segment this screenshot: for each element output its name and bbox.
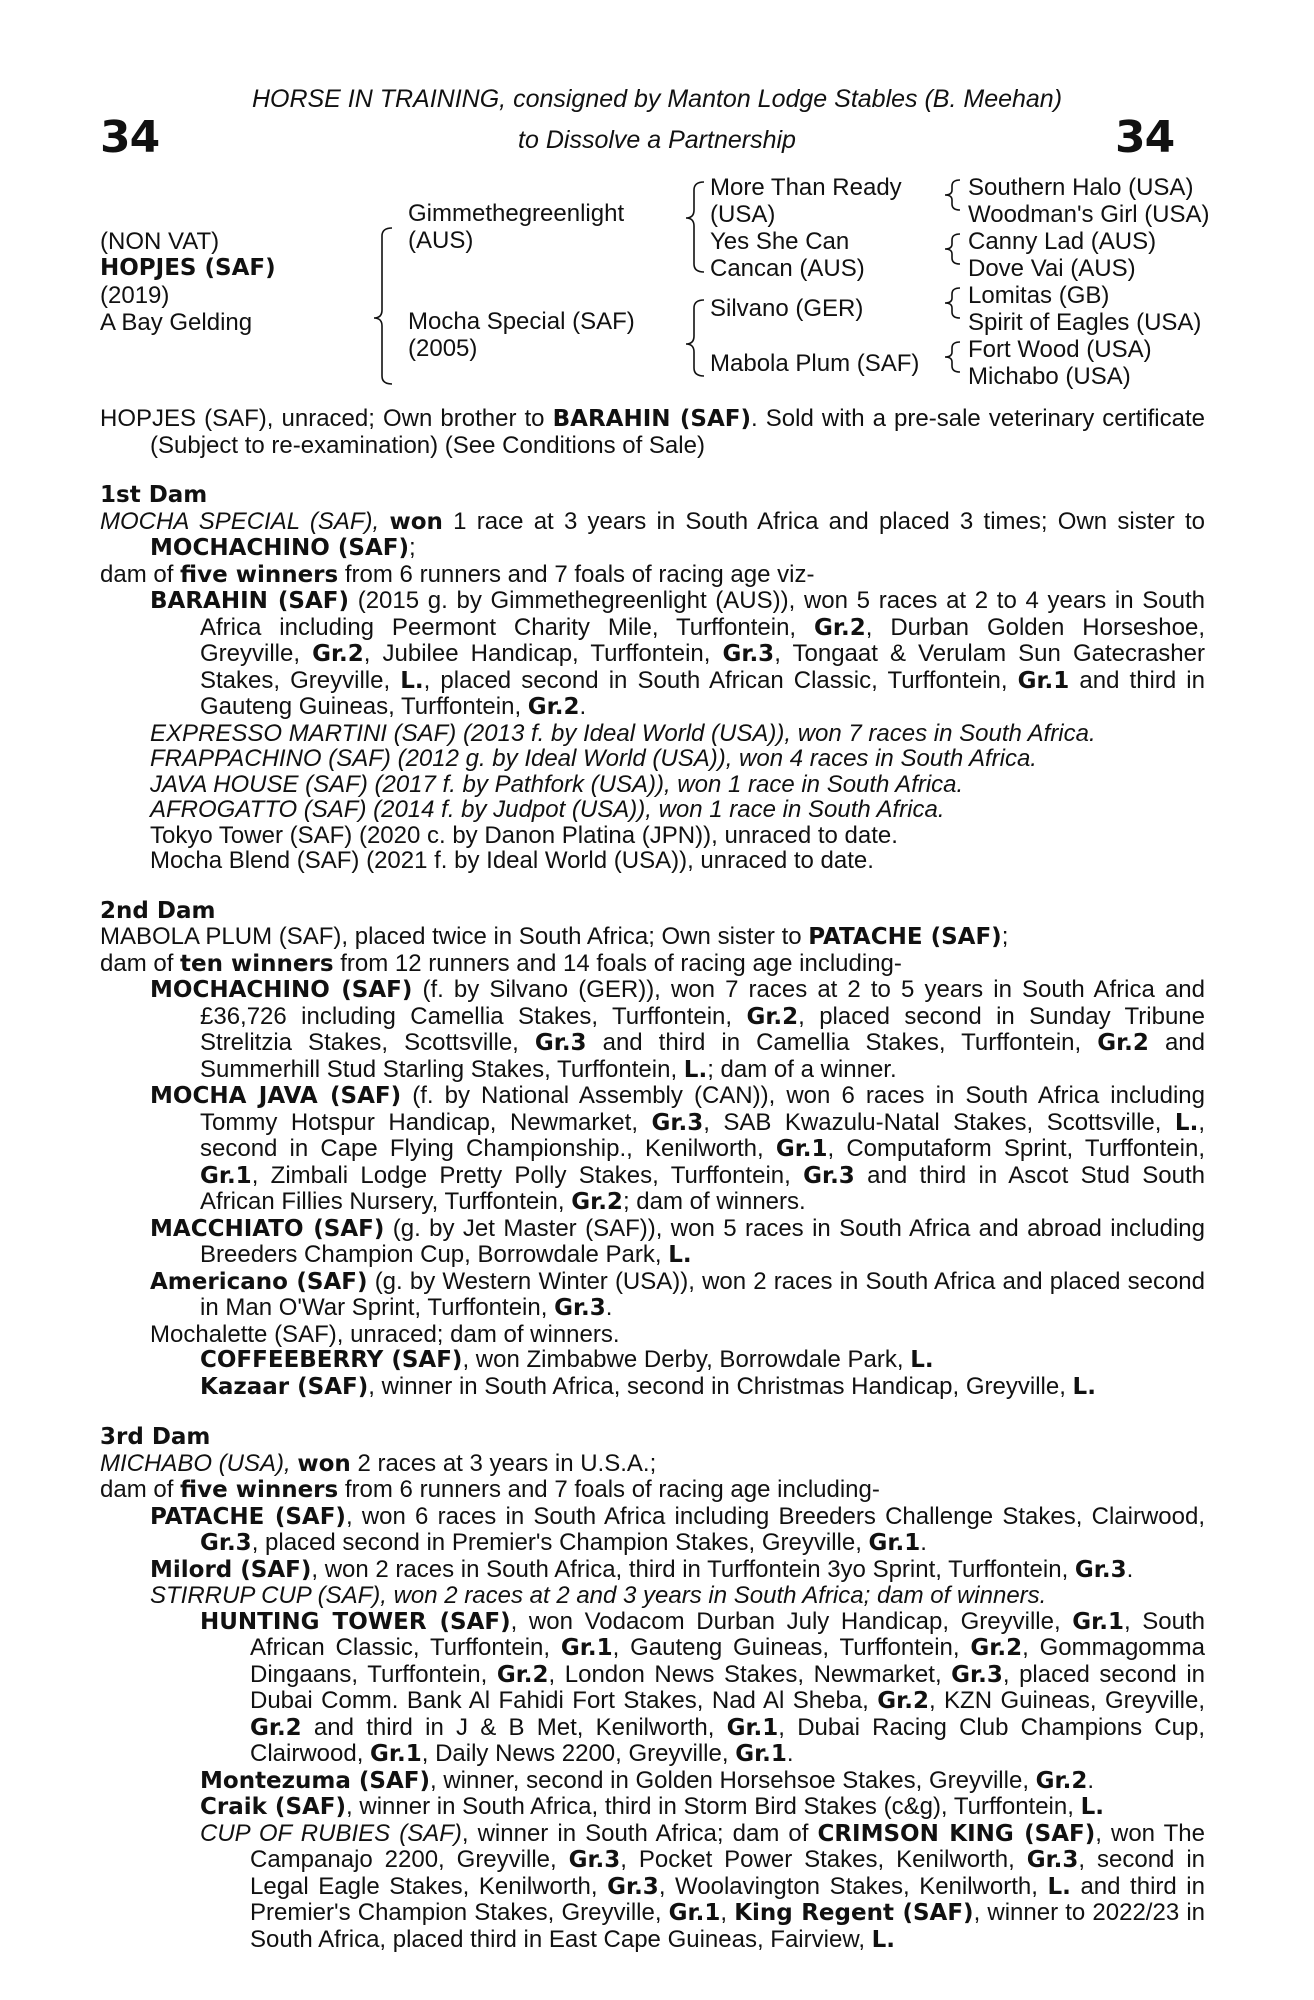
horse-vat: (NON VAT) xyxy=(100,228,220,255)
pedigree-brackets xyxy=(0,0,1314,400)
list-item: COFFEEBERRY (SAF), won Zimbabwe Derby, Borrowdale Park, L. xyxy=(200,1346,934,1373)
ggp-5: Lomitas (GB) xyxy=(968,282,1110,309)
list-item: CUP OF RUBIES (SAF), winner in South Africa; dam of CRIMSON KING (SAF), won The Campanajo 2200, Greyville, Gr.3, Pocket Power Stakes, Kenilworth, Gr.3, second in Legal Eagle Stakes, Kenilworth, Gr.3, Woolavington Stakes, Kenilworth, L. and third in Premier's Champion Stakes, Greyville, Gr.1, King Regent (SAF), winner to 2022/23 in South Africa, placed third in East Cape Guineas, Fairview, L. xyxy=(200,1819,1206,1953)
sire-sire-country: (USA) xyxy=(710,201,776,228)
list-item: Tokyo Tower (SAF) (2020 c. by Danon Platina (JPN)), unraced to date. xyxy=(150,821,898,849)
horse-description: A Bay Gelding xyxy=(100,309,253,336)
first-dam-summary: dam of five winners from 6 runners and 7 foals of racing age viz- xyxy=(100,560,815,588)
intro-paragraph: HOPJES (SAF), unraced; Own brother to BARAHIN (SAF). Sold with a pre-sale veterinary certificate (Subject to re-examination) (See Conditions of Sale) xyxy=(100,405,1205,459)
ggp-1: Southern Halo (USA) xyxy=(968,174,1194,201)
sire-sire-name: More Than Ready xyxy=(710,174,902,201)
horse-name: HOPJES (SAF) xyxy=(100,255,276,281)
first-dam-section xyxy=(100,483,1205,874)
dam-name: Mocha Special (SAF) xyxy=(408,308,635,335)
sire-name: Gimmethegreenlight xyxy=(408,200,625,227)
list-item: MOCHA JAVA (SAF) (f. by National Assembly (CAN)), won 6 races in South Africa including Tommy Hotspur Handicap, Newmarket, Gr.3, SAB Kwazulu-Natal Stakes, Scottsville, L., second in Cape Flying Championship., Kenilworth, Gr.1, Computaform Sprint, Turffontein, Gr.1, Zimbali Lodge Pretty Polly Stakes, Turffontein, Gr.3 and third in Ascot Stud South African Fillies Nursery, Turffontein, Gr.2; dam of winners. xyxy=(150,1082,1206,1215)
ggp-8: Michabo (USA) xyxy=(968,363,1131,390)
lot-number-left: 34 xyxy=(100,112,160,163)
first-dam-line: MOCHA SPECIAL (SAF), won 1 race at 3 years in South Africa and placed 3 times; Own sister to MOCHACHINO (SAF); xyxy=(100,507,1205,561)
ggp-6: Spirit of Eagles (USA) xyxy=(968,309,1202,336)
ggp-3: Canny Lad (AUS) xyxy=(968,228,1157,255)
list-item: Kazaar (SAF), winner in South Africa, second in Christmas Handicap, Greyville, L. xyxy=(200,1372,1096,1400)
lot-number-right: 34 xyxy=(1115,112,1175,163)
ggp-2: Woodman's Girl (USA) xyxy=(968,201,1210,228)
sale-reason-line: to Dissolve a Partnership xyxy=(518,126,796,154)
list-item: Milord (SAF), won 2 races in South Africa, third in Turffontein 3yo Sprint, Turffontein, Gr.3. xyxy=(150,1555,1134,1583)
intro-brother-name: BARAHIN (SAF) xyxy=(552,406,752,432)
list-item: AFROGATTO (SAF) (2014 f. by Judpot (USA)), won 1 race in South Africa. xyxy=(150,796,945,823)
list-item: MACCHIATO (SAF) (g. by Jet Master (SAF)), won 5 races in South Africa and abroad including Breeders Champion Cup, Borrowdale Park, L. xyxy=(150,1214,1205,1268)
second-dam-summary: dam of ten winners from 12 runners and 14 foals of racing age including- xyxy=(100,949,902,977)
list-item: Craik (SAF), winner in South Africa, third in Storm Bird Stakes (c&g), Turffontein, L. xyxy=(200,1793,1104,1820)
dam-dam: Mabola Plum (SAF) xyxy=(710,350,920,377)
third-dam-summary: dam of five winners from 6 runners and 7 foals of racing age including- xyxy=(100,1476,880,1503)
list-item: BARAHIN (SAF) (2015 g. by Gimmethegreenlight (AUS)), won 5 races at 2 to 4 years in South Africa including Peermont Charity Mile, Turffontein, Gr.2, Durban Golden Horseshoe, Greyville, Gr.2, Jubilee Handicap, Turffontein, Gr.3, Tongaat & Verulam Sun Gatecrasher Stakes, Greyville, L., placed second in South African Classic, Turffontein, Gr.1 and third in Gauteng Guineas, Turffontein, Gr.2. xyxy=(150,587,1206,720)
list-item: STIRRUP CUP (SAF), won 2 races at 2 and 3 years in South Africa; dam of winners. xyxy=(150,1582,1047,1609)
sire-dam-dam: Cancan (AUS) xyxy=(710,255,865,282)
dam-year: (2005) xyxy=(408,335,478,362)
second-dam-section xyxy=(100,899,1205,1401)
list-item: EXPRESSO MARTINI (SAF) (2013 f. by Ideal World (USA)), won 7 races in South Africa. xyxy=(150,719,1096,747)
ggp-4: Dove Vai (AUS) xyxy=(968,255,1136,282)
list-item: Mocha Blend (SAF) (2021 f. by Ideal World (USA)), unraced to date. xyxy=(150,847,874,874)
third-dam-line: MICHABO (USA), won 2 races at 3 years in U.S.A.; xyxy=(100,1449,657,1477)
list-item: PATACHE (SAF), won 6 races in South Africa including Breeders Challenge Stakes, Clairwood, Gr.3, placed second in Premier's Champion Stakes, Greyville, Gr.1. xyxy=(150,1502,1205,1556)
list-item: MOCHACHINO (SAF) (f. by Silvano (GER)), won 7 races at 2 to 5 years in South Africa and £36,726 including Camellia Stakes, Turffontein, Gr.2, placed second in Sunday Tribune Strelitzia Stakes, Scottsville, Gr.3 and third in Camellia Stakes, Turffontein, Gr.2 and Summerhill Stud Starling Stakes, Turffontein, L.; dam of a winner. xyxy=(150,976,1206,1083)
catalogue-body xyxy=(100,406,1205,1953)
list-item: Mochalette (SAF), unraced; dam of winners. xyxy=(150,1320,620,1348)
consignor-line: HORSE IN TRAINING, consigned by Manton Lodge Stables (B. Meehan) xyxy=(251,85,1063,113)
first-dam-heading: 1st Dam xyxy=(100,482,208,508)
list-item: Americano (SAF) (g. by Western Winter (USA)), won 2 races in South Africa and placed second in Man O'War Sprint, Turffontein, Gr.3. xyxy=(150,1267,1206,1321)
third-dam-section xyxy=(100,1425,1205,1953)
list-item: FRAPPACHINO (SAF) (2012 g. by Ideal World (USA)), won 4 races in South Africa. xyxy=(150,745,1037,772)
sire-dam-name: Yes She Can xyxy=(710,228,850,255)
sire-country: (AUS) xyxy=(408,227,474,254)
dam-sire: Silvano (GER) xyxy=(710,295,864,322)
ggp-7: Fort Wood (USA) xyxy=(968,336,1152,363)
horse-year: (2019) xyxy=(100,282,170,309)
list-item: JAVA HOUSE (SAF) (2017 f. by Pathfork (USA)), won 1 race in South Africa. xyxy=(150,770,964,798)
third-dam-heading: 3rd Dam xyxy=(100,1424,211,1450)
second-dam-line: MABOLA PLUM (SAF), placed twice in South Africa; Own sister to PATACHE (SAF); xyxy=(100,923,1009,950)
second-dam-heading: 2nd Dam xyxy=(100,897,216,924)
list-item: HUNTING TOWER (SAF), won Vodacom Durban July Handicap, Greyville, Gr.1, South African Classic, Turffontein, Gr.1, Gauteng Guineas, Turffontein, Gr.2, Gommagomma Dingaans, Turffontein, Gr.2, London News Stakes, Newmarket, Gr.3, placed second in Dubai Comm. Bank Al Fahidi Fort Stakes, Nad Al Sheba, Gr.2, KZN Guineas, Greyville, Gr.2 and third in J & B Met, Kenilworth, Gr.1, Dubai Racing Club Champions Cup, Clairwood, Gr.1, Daily News 2200, Greyville, Gr.1. xyxy=(200,1607,1206,1767)
list-item: Montezuma (SAF), winner, second in Golden Horsehsoe Stakes, Greyville, Gr.2. xyxy=(200,1766,1095,1794)
